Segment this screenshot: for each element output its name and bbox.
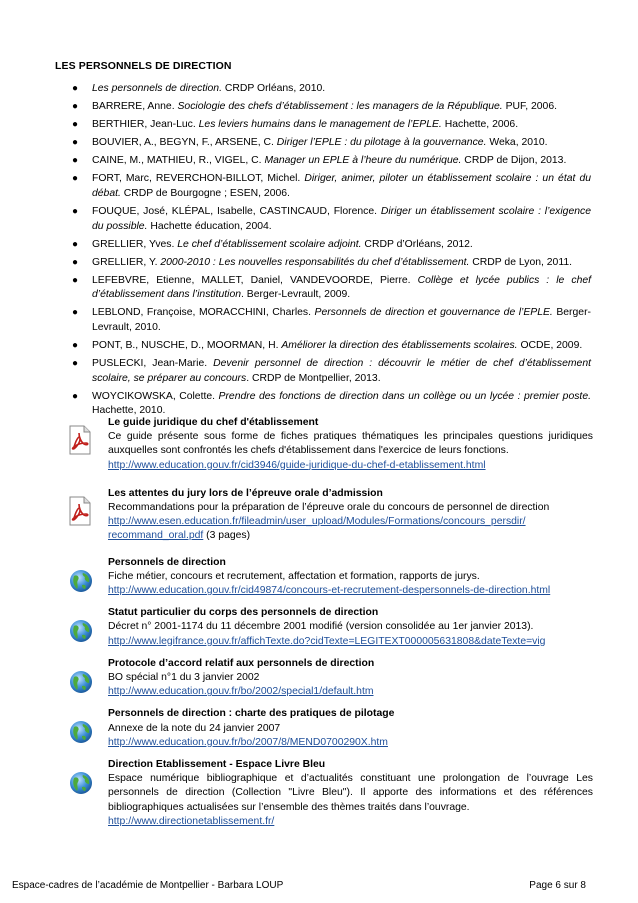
bibliography-author: FORT, Marc, REVERCHON-BILLOT, Michel. [92, 173, 305, 185]
bullet-icon: ● [72, 390, 79, 402]
bibliography-item [68, 118, 591, 133]
resource-description: Annexe de la note du 24 janvier 2007 [108, 722, 281, 734]
bibliography-title: Les personnels de direction. [92, 83, 222, 94]
bibliography-item [68, 154, 591, 169]
bullet-icon: ● [72, 340, 79, 352]
resource-description: Ce guide présente sous forme de fiches pratiques thématiques les principales questions juridiques auxquelles sont confrontés les chefs d'établissement dans l'exercice de leurs fonctions. [108, 431, 593, 457]
bibliography-publisher: . CRDP de Montpellier, 2013. [246, 372, 381, 384]
bibliography-publisher: Hachette, 2010. [92, 405, 166, 417]
bibliography-author: GRELLIER, Yves. [92, 238, 178, 250]
bibliography-title: Diriger, animer, piloter un établissement scolaire : un état du débat. [92, 173, 591, 199]
globe-icon[interactable] [68, 770, 94, 796]
bibliography-publisher: Hachette éducation, 2004. [147, 220, 272, 232]
bibliography-publisher: PUF, 2006. [502, 101, 557, 113]
resource-entry [68, 657, 593, 700]
globe-icon[interactable] [68, 669, 94, 695]
bullet-icon: ● [72, 256, 79, 268]
resource-title: Les attentes du jury lors de l’épreuve orale d’admission [108, 487, 383, 499]
pdf-icon[interactable] [68, 425, 92, 455]
bibliography-title: Collège et lycée publics : le chef d’établissement dans l’institution [92, 274, 592, 301]
bibliography-item [68, 256, 591, 271]
bullet-icon: ● [72, 358, 79, 370]
bibliography-item [68, 306, 591, 335]
bibliography-publisher: CRDP de Lyon, 2011. [469, 256, 573, 268]
bibliography-list [68, 82, 591, 422]
resource-description: Décret n° 2001-1174 du 11 décembre 2001 modifié (version consolidée au 1er janvier 2013). [108, 621, 534, 633]
bullet-icon: ● [72, 137, 79, 149]
section-title: LES PERSONNELS DE DIRECTION [55, 60, 232, 72]
bibliography-item [68, 238, 591, 253]
bibliography-publisher: CRDP de Dijon, 2013. [461, 155, 567, 167]
resource-title: Statut particulier du corps des personnels de direction [108, 607, 379, 619]
bullet-icon: ● [72, 83, 79, 94]
resource-link-continued[interactable]: recommand_oral.pdf [108, 530, 204, 542]
resource-description: Recommandations pour la préparation de l’épreuve orale du concours de personnel de direction [108, 502, 550, 514]
footer-page-number: Page 6 sur 8 [529, 880, 586, 891]
bibliography-author: BERTHIER, Jean-Luc. [92, 119, 199, 131]
bibliography-publisher: Weka, 2010. [486, 137, 548, 149]
resource-page-count: (3 pages) [203, 530, 251, 542]
bibliography-author: PUSLECKI, Jean-Marie. [92, 358, 214, 370]
bibliography-author: GRELLIER, Y. [92, 256, 161, 268]
bibliography-publisher: Hachette, 2006. [441, 119, 519, 131]
bullet-icon: ● [72, 307, 79, 319]
bullet-icon: ● [72, 206, 79, 218]
resource-entry [68, 606, 593, 649]
bullet-icon: ● [72, 238, 79, 250]
bibliography-item [68, 82, 591, 97]
bibliography-title: Sociologie des chefs d’établissement : les managers de la République. [177, 101, 503, 113]
resource-link[interactable]: http://www.education.gouv.fr/cid49874/concours-et-recrutement-despersonnels-de-direction.html [108, 585, 551, 597]
bibliography-title: Manager un EPLE à l’heure du numérique. [264, 155, 462, 167]
bibliography-author: FOUQUE, José, KLÉPAL, Isabelle, CASTINCAUD, Florence. [92, 206, 381, 218]
resources-list [68, 408, 593, 829]
bibliography-title: 2000-2010 : Les nouvelles responsabilités du chef d’établissement. [160, 256, 470, 268]
resource-entry [68, 416, 593, 473]
resource-entry [68, 758, 593, 829]
bibliography-publisher: CRDP d’Orléans, 2012. [361, 238, 473, 250]
resource-entry [68, 487, 593, 544]
bibliography-item [68, 100, 591, 115]
bibliography-item [68, 136, 591, 151]
bibliography-title: Personnels de direction et gouvernance de l’EPLE. [314, 307, 553, 319]
bibliography-item [68, 357, 591, 386]
resource-link[interactable]: http://www.education.gouv.fr/cid3946/guide-juridique-du-chef-d-etablissement.html [108, 459, 486, 471]
resource-title: Direction Etablissement - Espace Livre Bleu [108, 759, 326, 771]
resource-link[interactable]: http://www.education.gouv.fr/bo/2007/8/MEND0700290X.htm [108, 736, 388, 748]
bibliography-title: Diriger l’EPLE : du pilotage à la gouvernance. [276, 137, 487, 149]
bullet-icon: ● [72, 274, 79, 286]
bibliography-item [68, 339, 591, 354]
footer-left: Espace-cadres de l’académie de Montpellier - Barbara LOUP [12, 880, 284, 891]
bibliography-item [68, 205, 591, 234]
bibliography-author: WOYCIKOWSKA, Colette. [92, 390, 219, 402]
bibliography-publisher: Berger-Levrault, 2010. [92, 307, 591, 333]
bibliography-item [68, 274, 591, 303]
bibliography-title: Diriger un établissement scolaire : l’exigence du possible. [92, 206, 591, 232]
bullet-icon: ● [72, 119, 79, 131]
bibliography-author: BOUVIER, A., BEGYN, F., ARSENE, C. [92, 137, 277, 149]
resource-entry [68, 707, 593, 750]
bullet-icon: ● [72, 173, 79, 185]
resource-title: Personnels de direction : charte des pratiques de pilotage [108, 708, 395, 720]
bibliography-publisher: CRDP de Bourgogne ; ESEN, 2006. [120, 187, 290, 199]
resource-link[interactable]: http://www.directionetablissement.fr/ [108, 815, 275, 827]
resource-title: Protocole d’accord relatif aux personnels de direction [108, 657, 375, 669]
bibliography-title: Le chef d’établissement scolaire adjoint. [177, 238, 362, 250]
bibliography-publisher: CRDP Orléans, 2010. [221, 83, 326, 94]
globe-icon[interactable] [68, 719, 94, 745]
globe-icon[interactable] [68, 568, 94, 594]
bibliography-author: PONT, B., NUSCHE, D., MOORMAN, H. [92, 340, 282, 352]
page-footer [12, 880, 586, 891]
resource-entry [68, 556, 593, 599]
bibliography-author: LEFEBVRE, Etienne, MALLET, Daniel, VANDEVOORDE, Pierre. [92, 274, 418, 286]
bullet-icon: ● [72, 155, 79, 167]
bibliography-title: Les leviers humains dans le management de l’EPLE. [198, 119, 442, 131]
resource-description: BO spécial n°1 du 3 janvier 2002 [108, 672, 260, 684]
bibliography-author: CAINE, M., MATHIEU, R., VIGEL, C. [92, 155, 265, 167]
resource-title: Personnels de direction [108, 556, 226, 568]
bibliography-title: Améliorer la direction des établissements scolaires. [281, 340, 518, 352]
resource-title: Le guide juridique du chef d'établissement [108, 417, 319, 428]
pdf-icon[interactable] [68, 496, 92, 526]
resource-link[interactable]: http://www.education.gouv.fr/bo/2002/special1/default.htm [108, 686, 374, 698]
bullet-icon: ● [72, 101, 79, 113]
resource-link[interactable]: http://www.esen.education.fr/fileadmin/user_upload/Modules/Formations/concours_persdir/ [108, 516, 526, 528]
bibliography-publisher: . Berger-Levrault, 2009. [241, 289, 351, 301]
resource-link[interactable]: http://www.legifrance.gouv.fr/affichTexte.do?cidTexte=LEGITEXT000005631808&dateTexte=vig [108, 635, 546, 647]
resource-description: Fiche métier, concours et recrutement, affectation et formation, rapports de jurys. [108, 570, 480, 582]
globe-icon[interactable] [68, 618, 94, 644]
bibliography-author: LEBLOND, Françoise, MORACCHINI, Charles. [92, 307, 315, 319]
bibliography-publisher: OCDE, 2009. [517, 340, 583, 352]
bibliography-title: Prendre des fonctions de direction dans un collège ou un lycée : premier poste. [218, 390, 591, 402]
bibliography-title: Devenir personnel de direction : découvrir le métier de chef d’établissement scolaire, se préparer au concours [92, 358, 591, 384]
resource-description: Espace numérique bibliographique et d’actualités constituant une prolongation de l’ouvrage Les personnels de direction (Collection "Livre Bleu"). Il apporte des informations et des références bibliographiques actualisées sur l’ensemble des thèmes traités dans l’ouvrage. [108, 773, 593, 813]
bibliography-item [68, 172, 591, 201]
bibliography-author: BARRERE, Anne. [92, 101, 178, 113]
